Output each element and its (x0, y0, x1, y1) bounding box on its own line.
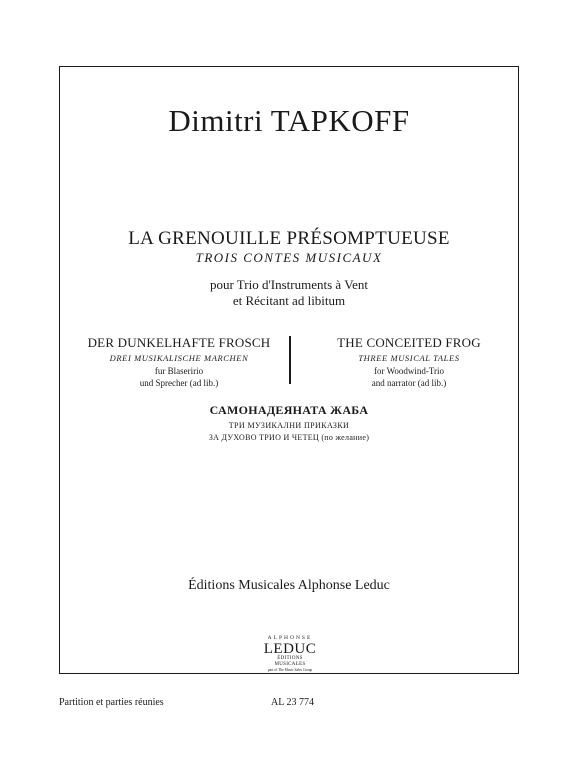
instrumentation-german-line2: und Sprecher (ad lib.) (139, 378, 219, 388)
catalog-number: AL 23 774 (271, 697, 314, 708)
subtitle-english: THREE MUSICAL TALES (358, 353, 460, 363)
title-bulgarian: САМОНАДЕЯНАТА ЖАБА (209, 403, 369, 417)
subtitle-german: DREI MUSIKALISCHE MARCHEN (109, 353, 249, 363)
logo-tiny-text: part of The Music Sales Group (267, 668, 313, 672)
logo-top-text: ALPHONSE (267, 635, 313, 641)
column-divider (289, 336, 291, 384)
composer-name: Dimitri TAPKOFF (168, 103, 410, 138)
logo-main-text: LEDUC (263, 641, 317, 657)
title-english: THE CONCEITED FROG (337, 335, 481, 350)
title-german: DER DUNKELHAFTE FROSCH (87, 335, 271, 350)
instrumentation-french-line1: pour Trio d'Instruments à Vent (209, 277, 369, 292)
logo-sub-text: ÉDITIONS MUSICALES (274, 656, 306, 667)
instrumentation-french-line2: et Récitant ad libitum (232, 293, 346, 308)
instrumentation-bulgarian: ЗА ДУХОВО ТРИО И ЧЕТЕЦ (по желание) (208, 433, 370, 442)
cover-frame (59, 66, 519, 674)
title-french: LA GRENOUILLE PRÉSOMPTUEUSE (128, 228, 450, 249)
publisher-logo (262, 634, 318, 673)
subtitle-bulgarian: ТРИ МУЗИКАЛНИ ПРИКАЗКИ (228, 421, 350, 430)
edition-note: Partition et parties réunies (59, 697, 164, 708)
subtitle-french: TROIS CONTES MUSICAUX (195, 250, 383, 265)
instrumentation-german-line1: fur Blaseririo (154, 366, 204, 376)
publisher-name: Éditions Musicales Alphonse Leduc (188, 578, 390, 593)
instrumentation-english-line1: for Woodwind-Trio (373, 366, 445, 376)
instrumentation-english-line2: and narrator (ad lib.) (371, 378, 447, 388)
